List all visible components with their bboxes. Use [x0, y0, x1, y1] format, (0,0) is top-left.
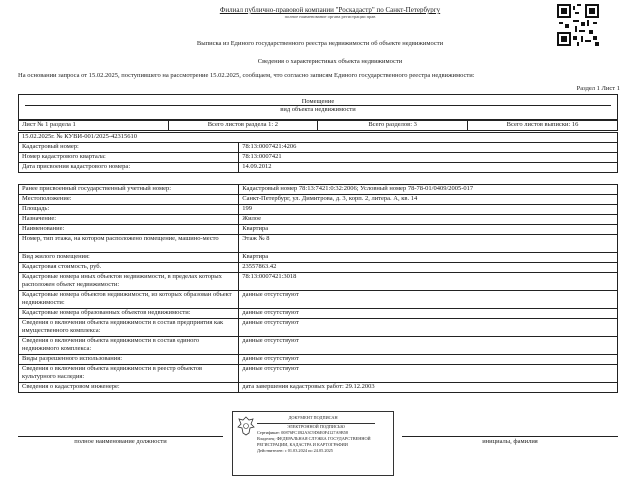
org-caption: полное наименование органа регистрации прав — [284, 14, 376, 19]
table-row — [19, 383, 618, 393]
row-label: Кадастровые номера иных объектов недвижимости, в пределах которых расположен объект недвижимости: — [19, 273, 239, 291]
org-name: Филиал публично-правовой компании "Роскадастр" по Санкт-Петербургу — [219, 6, 441, 14]
table-row — [19, 355, 618, 365]
table-row — [19, 273, 618, 291]
table-row — [19, 195, 618, 205]
qr-code-icon — [557, 4, 599, 46]
row-label: Назначение: — [19, 215, 239, 225]
table-row — [19, 235, 618, 253]
row-value: Квартира — [239, 225, 618, 235]
row-value: данные отсутствуют — [239, 319, 618, 337]
row-value: данные отсутствуют — [239, 309, 618, 319]
cadastral-top-table — [18, 132, 618, 173]
row-value: данные отсутствуют — [239, 355, 618, 365]
sheets-in-section: Всего листов раздела 1: 2 — [168, 121, 318, 131]
row-label: Ранее присвоенный государственный учетный номер: — [19, 185, 239, 195]
row-label: Наименование: — [19, 225, 239, 235]
row-label: Кадастровые номера объектов недвижимости, из которых образован объект недвижимости: — [19, 291, 239, 309]
stamp-line-2: ЭЛЕКТРОННОЙ ПОДПИСЬЮ — [257, 423, 375, 430]
row-value: 23557863.42 — [239, 263, 618, 273]
position-line — [18, 436, 223, 437]
table-row — [19, 337, 618, 355]
table-row — [19, 215, 618, 225]
table-row — [19, 319, 618, 337]
cadastral-main-table — [18, 184, 618, 393]
row-label: Вид жилого помещения: — [19, 253, 239, 263]
extract-title: Выписка из Единого государственного реестра недвижимости об объекте недвижимости — [196, 40, 444, 47]
name-caption: инициалы, фамилия — [482, 438, 538, 445]
row-label: Местоположение: — [19, 195, 239, 205]
row-label: Кадастровая стоимость, руб. — [19, 263, 239, 273]
stamp-line-5: РЕГИСТРАЦИИ, КАДАСТРА И КАРТОГРАФИИ — [257, 442, 348, 447]
table-row — [19, 225, 618, 235]
row-value: 78:13:0007421 — [239, 153, 618, 163]
row-label: Номер кадастрового квартала: — [19, 153, 239, 163]
row-value: Санкт-Петербург, ул. Димитрова, д. 3, корп. 2, литера. А, кв. 14 — [239, 195, 618, 205]
section-label: Раздел 1 Лист 1 — [576, 85, 620, 92]
name-line — [402, 436, 618, 437]
row-label: Сведения о включении объекта недвижимости в реестр объектов культурного наследия: — [19, 365, 239, 383]
row-value: 14.09.2012 — [239, 163, 618, 173]
row-value: Квартира — [239, 253, 618, 263]
position-caption: полное наименование должности — [74, 438, 167, 445]
table-row — [19, 253, 618, 263]
row-label: Сведения о кадастровом инженере: — [19, 383, 239, 393]
document-number: 15.02.2025г. № КУВИ-001/2025-42315610 — [19, 133, 618, 143]
sections-count: Всего разделов: 3 — [318, 121, 468, 131]
sheet-info-table — [18, 120, 618, 131]
row-label: Сведения о включении объекта недвижимости в состав единого недвижимого комплекса: — [19, 337, 239, 355]
electronic-signature-stamp — [232, 411, 394, 476]
table-row — [19, 263, 618, 273]
row-value: 78:13:0007421:3018 — [239, 273, 618, 291]
row-label: Сведения о включении объекта недвижимости в состав предприятия как имущественного комплекса: — [19, 319, 239, 337]
table-row — [19, 185, 618, 195]
table-row — [19, 205, 618, 215]
row-value: Кадастровый номер 78:13:7421:0:32:2006; Условный номер 78-78-01/0409/2005-017 — [239, 185, 618, 195]
sheet-number: Лист № 1 раздела 1 — [19, 121, 169, 131]
table-row — [19, 291, 618, 309]
stamp-line-3: Сертификат: 00876FC1B2A3C9D6E0F4127A9B58 — [257, 430, 348, 435]
stamp-line-4: Владелец: ФЕДЕРАЛЬНАЯ СЛУЖБА ГОСУДАРСТВЕННОЙ — [257, 436, 371, 441]
stamp-line-6: Действителен: с 01.03.2024 по 24.05.2025 — [257, 448, 333, 453]
row-value: данные отсутствуют — [239, 337, 618, 355]
row-value: Жилое — [239, 215, 618, 225]
row-value: данные отсутствуют — [239, 365, 618, 383]
sheets-total: Всего листов выписки: 16 — [468, 121, 618, 131]
row-label: Дата присвоения кадастрового номера: — [19, 163, 239, 173]
row-value: дата завершения кадастровых работ: 29.12.2003 — [239, 383, 618, 393]
row-value: 199 — [239, 205, 618, 215]
stamp-line-1: ДОКУМЕНТ ПОДПИСАН — [288, 415, 338, 420]
row-label: Кадастровые номера образованных объектов недвижимости: — [19, 309, 239, 319]
table-row — [19, 365, 618, 383]
table-row — [19, 153, 618, 163]
object-type: Помещение — [301, 98, 335, 105]
row-label: Виды разрешенного использования: — [19, 355, 239, 365]
row-label: Номер, тип этажа, на котором расположено помещение, машино-место — [19, 235, 239, 253]
row-value: Этаж № 8 — [239, 235, 618, 253]
row-value: 78:13:0007421:4206 — [239, 143, 618, 153]
object-type-box — [18, 94, 618, 120]
table-row — [19, 309, 618, 319]
table-row — [19, 143, 618, 153]
row-label: Кадастровый номер: — [19, 143, 239, 153]
coat-of-arms-icon — [237, 416, 255, 436]
row-value: данные отсутствуют — [239, 291, 618, 309]
object-type-caption: вид объекта недвижимости — [25, 105, 611, 113]
request-basis: На основании запроса от 15.02.2025, поступившего на рассмотрение 15.02.2025, сообщаем, что согласно записям Единого государственного реестра недвижимости: — [18, 72, 475, 79]
info-title: Сведения о характеристиках объекта недвижимости — [257, 58, 403, 65]
table-row — [19, 163, 618, 173]
row-label: Площадь: — [19, 205, 239, 215]
